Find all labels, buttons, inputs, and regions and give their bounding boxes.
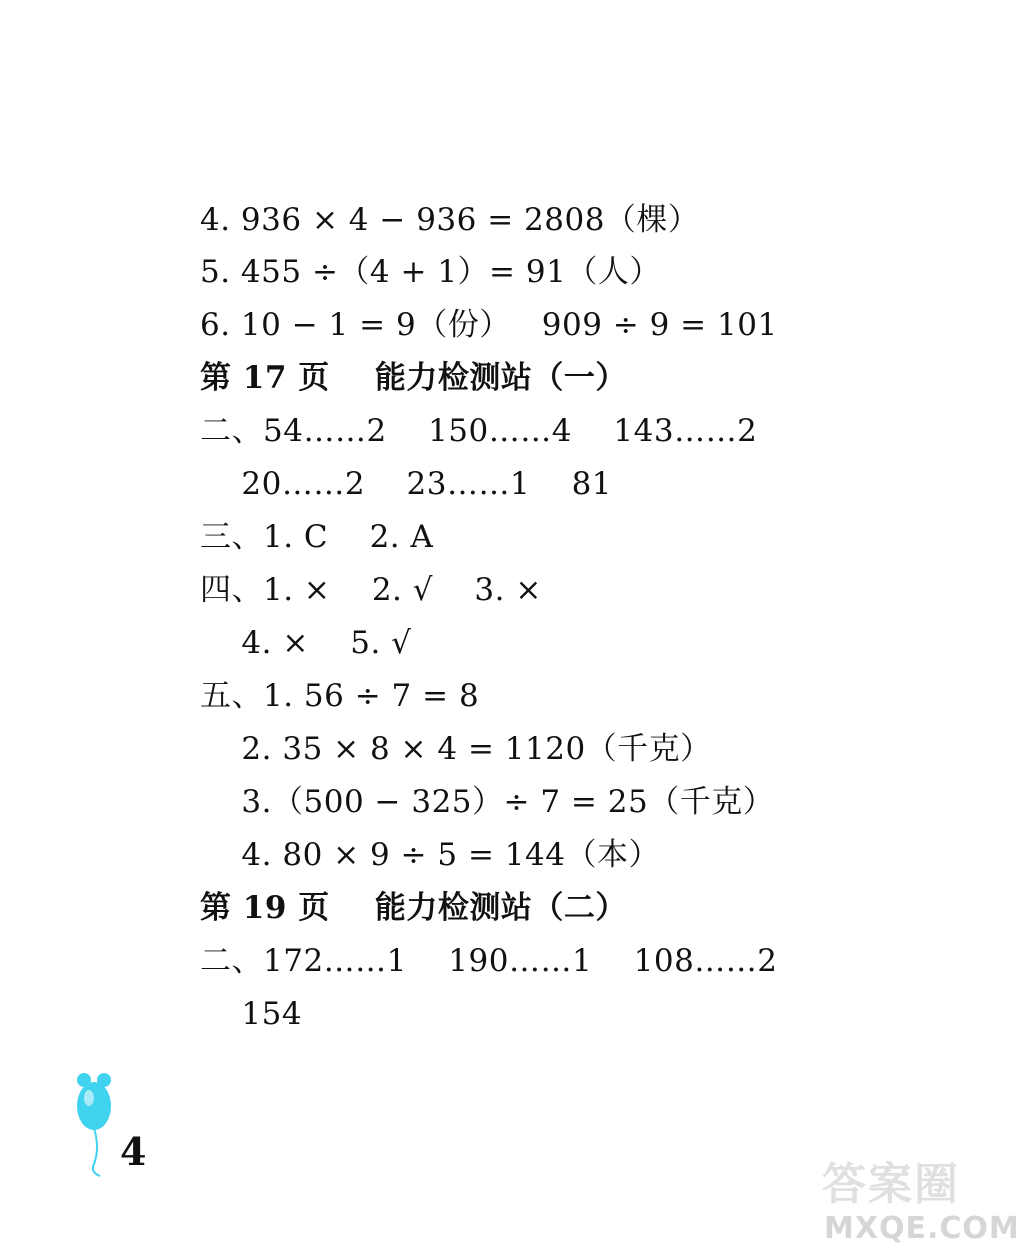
answer-section-5-item2: 2. 35 × 8 × 4 = 1120（千克） [200, 731, 712, 767]
section-heading-p17: 第 17 页 能力检测站（一） [200, 360, 627, 396]
answer-p19-section-2-row1: 二、172……1 190……1 108……2 [200, 943, 778, 979]
answer-section-2-row1: 二、54……2 150……4 143……2 [200, 413, 758, 449]
answer-line-6: 6. 10 − 1 = 9（份） 909 ÷ 9 = 101 [200, 307, 778, 343]
answer-section-2-row2: 20……2 23……1 81 [200, 466, 613, 502]
mouse-mascot-icon [70, 1068, 120, 1178]
page-number: 4 [120, 1129, 147, 1174]
answer-line-4: 4. 936 × 4 − 936 = 2808（棵） [200, 202, 700, 238]
answer-p19-section-2-row2: 154 [200, 996, 303, 1032]
answer-section-5-item4: 4. 80 × 9 ÷ 5 = 144（本） [200, 837, 660, 873]
answer-section-4-row1: 四、1. × 2. √ 3. × [200, 572, 542, 608]
answer-section-5-item3: 3.（500 − 325）÷ 7 = 25（千克） [200, 784, 775, 820]
watermark-logo-text: 答案圈 [822, 1159, 960, 1210]
section-heading-p19: 第 19 页 能力检测站（二） [200, 890, 627, 926]
answer-line-5: 5. 455 ÷（4 + 1）= 91（人） [200, 254, 661, 290]
answer-section-3: 三、1. C 2. A [200, 519, 434, 555]
answer-section-4-row2: 4. × 5. √ [200, 625, 412, 661]
answer-section-5-item1: 五、1. 56 ÷ 7 = 8 [200, 678, 480, 714]
watermark-url: MXQE.COM [824, 1211, 1020, 1246]
